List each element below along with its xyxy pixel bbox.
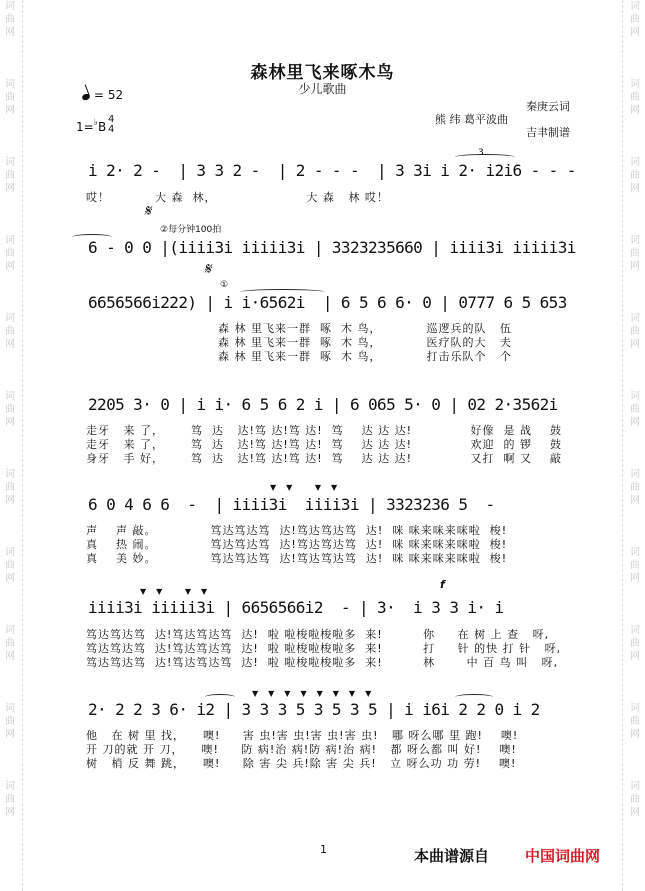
watermark-left: 词 曲 网 词 曲 网 词 曲 网 词 曲 网 词 曲 网 词 曲 网 词 曲 网 词 曲 网 词 曲 网 词 曲 网 词 曲 网 <box>5 1 15 818</box>
lyrics-line-6a: 笃达笃达笃 达!笃达笃达笃 达! 啦 啦梭啦梭啦多 来! 你 在 树 上 查 呀, <box>86 628 550 641</box>
time-signature <box>108 115 114 135</box>
segno-icon: 𝄋 <box>144 201 151 220</box>
flat-icon: ♭ <box>93 118 98 128</box>
page-number: 1 <box>320 843 327 856</box>
score-line-2: 6 - 0 0 |(iiii3i iiiii3i | 3323235660 | iiii3i iiiii3i <box>88 238 576 257</box>
tempo-marking <box>82 88 123 102</box>
lyrics-line-6b: 笃达笃达笃 达!笃达笃达笃 达! 啦 啦梭啦梭啦多 来! 打 针 的快 打 针 呀, <box>86 642 562 655</box>
lyrics-line-4c: 身牙 手 好， 笃 达 达!笃 达!笃 达! 笃 达 达 达! 又打 啊 又 敲 <box>86 452 562 465</box>
lyrics-line-7c: 树 梢 反 舞 跳， 噢! 除 害 尖 兵!除 害 尖 兵! 立 呀么功 功 劳! 噢! <box>86 757 517 770</box>
accent-marks-2: ▼▼ ▼▼ <box>140 587 218 596</box>
section-mark: ① <box>220 280 229 290</box>
lyrics-line-5c: 真 美 妙。 笃达笃达笃 达!笃达笃达笃 达! 咪 咪来咪来咪啦 梭! <box>86 552 508 565</box>
watermark-right: 词 曲 网 词 曲 网 词 曲 网 词 曲 网 词 曲 网 词 曲 网 词 曲 网 词 曲 网 词 曲 网 词 曲 网 词 曲 网 <box>630 1 640 818</box>
lyrics-line-4a: 走牙 来 了， 笃 达 达!笃 达!笃 达! 笃 达 达 达! 好像 是 战 鼓 <box>86 424 562 437</box>
score-line-5: 6 0 4 6 6 - | iiii3i iiii3i | 3323236 5 - <box>88 495 495 514</box>
score-line-7: 2· 2 2 3 6· i2 | 3 3 3 5 3 5 3 5 | i i6i 2 2 0 i 2 <box>88 700 540 719</box>
segno-icon-2: 𝄋 <box>204 259 211 278</box>
meter-top: 4 <box>108 114 115 125</box>
tempo-change: ②每分钟100拍 <box>160 225 222 235</box>
score-line-4: 2205 3· 0 | i i· 6 5 6 2 i | 6 065 5· 0 | 02 2·3562i <box>88 395 558 414</box>
score-line-6: iiii3i iiiii3i | 6656566i2 - | 3· i 3 3 i· i <box>88 598 504 617</box>
song-title: 森林里飞来啄木鸟 <box>250 63 395 83</box>
lyrics-line-5b: 真 热 闹。 笃达笃达笃 达!笃达笃达笃 达! 咪 咪来咪来咪啦 梭! <box>86 538 508 551</box>
page-edge-left <box>22 0 23 891</box>
composers: 熊 纬 葛平波曲 <box>435 113 508 126</box>
tempo-value: = 52 <box>94 88 124 102</box>
lyrics-line-5a: 声 声 敲。 笃达笃达笃 达!笃达笃达笃 达! 咪 咪来咪来咪啦 梭! <box>86 524 508 537</box>
meter-bottom: 4 <box>108 124 115 135</box>
brand-link[interactable]: 中国词曲网 <box>525 847 601 865</box>
lyrics-line-3a: 森 林 里飞来一群 啄 木 鸟， 巡逻兵的队 伍 <box>218 322 512 335</box>
key-note: B <box>97 120 107 134</box>
lyrics-line-6c: 笃达笃达笃 达!笃达笃达笃 达! 啦 啦梭啦梭啦多 来! 林 中 百 鸟 叫 呀, <box>86 656 559 669</box>
score-line-3: 6656566i222) | i i·6562i | 6 5 6 6· 0 | 0777 6 5 653 <box>88 293 567 312</box>
lyrics-line-3b: 森 林 里飞来一群 啄 木 鸟， 医疗队的大 夫 <box>218 336 512 349</box>
accent-marks: ▼▼ ▼▼ <box>270 483 348 492</box>
triplet-bracket <box>455 154 515 160</box>
arranger: 吉聿制谱 <box>526 126 570 139</box>
score-line-1: i 2· 2 - | 3 3 2 - | 2 - - - | 3 3i i 2· i2i6 - - - <box>88 161 576 180</box>
lyrics-line-1: 哎！ 大 森 林， 大 森 林 哎！ <box>86 191 389 204</box>
quarter-note-icon <box>81 93 91 101</box>
accent-marks-3: ▼▼▼▼▼▼▼▼ <box>252 689 382 698</box>
source-label: 本曲谱源自 <box>414 847 490 865</box>
page-edge-right <box>622 0 623 891</box>
song-subtitle: 少儿歌曲 <box>298 82 347 96</box>
lyrics-line-3c: 森 林 里飞来一群 啄 木 鸟， 打击乐队个 个 <box>218 350 512 363</box>
lyrics-line-4b: 走牙 来 了， 笃 达 达!笃 达!笃 达! 笃 达 达 达! 欢迎 的 锣 鼓 <box>86 438 562 451</box>
key-prefix: 1= <box>76 120 94 134</box>
key-signature <box>76 120 106 134</box>
triplet-mark: 3 <box>478 148 484 158</box>
lyrics-line-7b: 开 刀的就 开 刀， 噢! 防 病!治 病!防 病!治 病! 都 呀么都 叫 好! 噢! <box>86 743 517 756</box>
lyricist: 秦庚云词 <box>526 100 570 113</box>
lyrics-line-7a: 他 在 树 里 找， 噢! 害 虫!害 虫!害 虫!害 虫! 哪 呀么哪 里 跑! 噢! <box>86 729 519 742</box>
credits <box>435 100 570 139</box>
dynamic-forte: f <box>440 578 445 591</box>
